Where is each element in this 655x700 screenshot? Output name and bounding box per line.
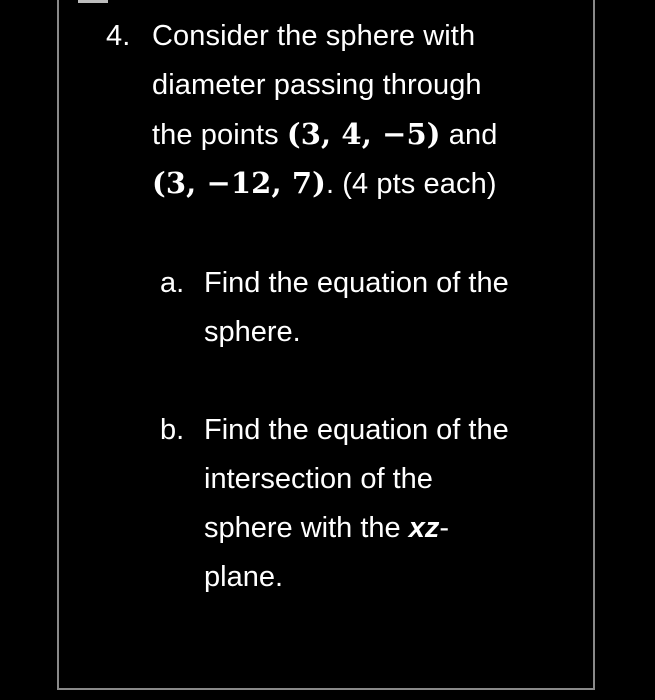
plane-name: xz <box>408 512 440 544</box>
line-4-suffix: . (4 pts each) <box>325 168 497 200</box>
part-a-line-2: sphere. <box>204 316 301 348</box>
part-b-label: b. <box>160 414 185 446</box>
problem-line-2: diameter passing through <box>152 69 482 101</box>
part-b-line-3 <box>204 504 449 553</box>
problem-line-3 <box>152 110 497 160</box>
line-3-suffix: - <box>439 512 450 544</box>
part-a-line-1: Find the equation of the <box>204 267 509 299</box>
top-tab-marker <box>78 0 108 3</box>
line-3-prefix: sphere with the <box>204 512 409 544</box>
problem-line-1: Consider the sphere with <box>152 20 476 52</box>
part-b-line-4: plane. <box>204 561 284 593</box>
point-1: (3, 4, −5) <box>286 117 441 151</box>
part-b-line-2: intersection of the <box>204 463 433 495</box>
part-b-line-1: Find the equation of the <box>204 414 509 446</box>
line-3-prefix: the points <box>152 119 287 151</box>
part-a-label: a. <box>160 267 185 299</box>
point-2: (3, −12, 7) <box>152 166 326 200</box>
problem-line-4 <box>152 159 497 209</box>
line-3-suffix: and <box>440 119 498 151</box>
problem-number: 4. <box>106 20 131 52</box>
